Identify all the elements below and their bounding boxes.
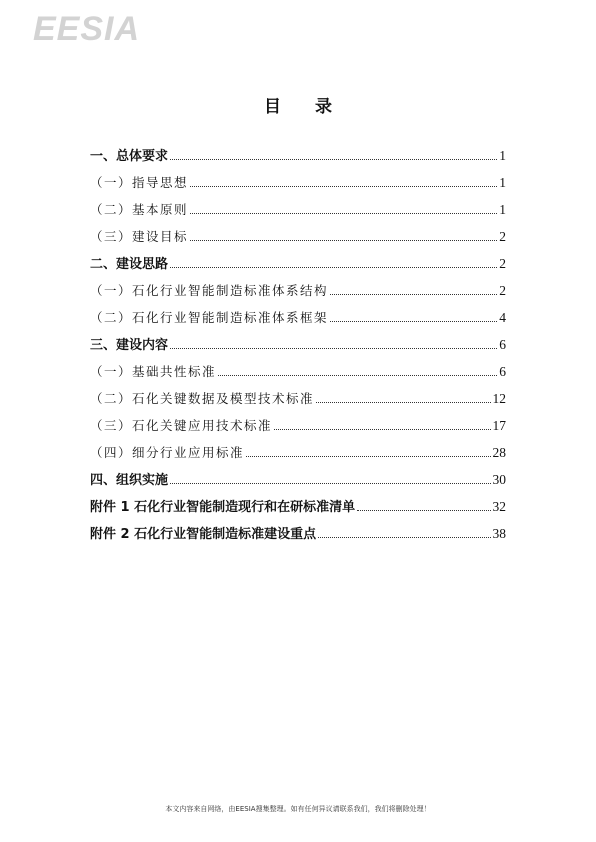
- page-title: 目 录: [264, 97, 346, 117]
- toc-dot-leader: [330, 321, 497, 322]
- toc-entry[interactable]: [90, 299, 506, 326]
- toc-entry-label: 三、建设内容: [90, 338, 169, 353]
- toc-entry[interactable]: [90, 218, 506, 245]
- toc-entry-page-number: 28: [492, 445, 506, 460]
- toc-entry[interactable]: [90, 353, 506, 380]
- toc-entry-page-number: 12: [492, 391, 506, 406]
- toc-entry-label: 二、建设思路: [90, 257, 169, 272]
- toc-entry[interactable]: [90, 245, 506, 272]
- toc-entry-label: （一）指导思想: [90, 175, 189, 190]
- toc-entry-page-number: 4: [499, 310, 506, 325]
- toc-entry-page-number: 2: [499, 283, 506, 298]
- toc-entry-page-number: 1: [499, 148, 506, 163]
- toc-entry-page-number: 6: [499, 337, 506, 352]
- toc-entry-page-number: 1: [499, 202, 506, 217]
- toc-entry-page-number: 38: [492, 526, 506, 541]
- toc-entry[interactable]: [90, 461, 506, 488]
- toc-entry[interactable]: [90, 326, 506, 353]
- toc-entry-label: （二）基本原则: [90, 202, 189, 217]
- toc-dot-leader: [316, 402, 490, 403]
- toc-dot-leader: [357, 510, 490, 511]
- toc-dot-leader: [218, 375, 497, 376]
- toc-entry-page-number: 17: [492, 418, 506, 433]
- toc-entry-label: （一）基础共性标准: [90, 364, 217, 379]
- toc-entry-page-number: 32: [492, 499, 506, 514]
- toc-dot-leader: [330, 294, 497, 295]
- toc-dot-leader: [170, 267, 497, 268]
- toc-entry[interactable]: [90, 407, 506, 434]
- toc-entry[interactable]: [90, 434, 506, 461]
- toc-dot-leader: [170, 348, 497, 349]
- toc-entry-page-number: 1: [499, 175, 506, 190]
- toc-entry-label: 附件 1 石化行业智能制造现行和在研标准清单: [90, 500, 356, 515]
- toc-entry-label: （二）石化关键数据及模型技术标准: [90, 391, 315, 406]
- toc-entry-label: （一）石化行业智能制造标准体系结构: [90, 283, 329, 298]
- toc-dot-leader: [274, 429, 490, 430]
- toc-dot-leader: [190, 240, 497, 241]
- toc-entry-page-number: 2: [499, 229, 506, 244]
- toc-entry-label: 一、总体要求: [90, 149, 169, 164]
- toc-dot-leader: [246, 456, 490, 457]
- toc-entry-label: （三）建设目标: [90, 229, 189, 244]
- toc-entry-label: 四、组织实施: [90, 473, 169, 488]
- table-of-contents: [90, 137, 506, 542]
- toc-entry[interactable]: [90, 488, 506, 515]
- toc-entry[interactable]: [90, 164, 506, 191]
- toc-dot-leader: [170, 483, 490, 484]
- toc-entry[interactable]: [90, 137, 506, 164]
- toc-entry-label: （三）石化关键应用技术标准: [90, 418, 273, 433]
- toc-dot-leader: [190, 186, 497, 187]
- toc-entry-label: 附件 2 石化行业智能制造标准建设重点: [90, 527, 317, 542]
- toc-entry[interactable]: [90, 380, 506, 407]
- footer-disclaimer: 本文内容来自网络，由EESIA搜集整理。如有任何异议请联系我们，我们将删除处理！: [165, 805, 431, 813]
- toc-entry-page-number: 2: [499, 256, 506, 271]
- toc-entry-label: （四）细分行业应用标准: [90, 445, 245, 460]
- toc-dot-leader: [318, 537, 490, 538]
- toc-dot-leader: [170, 159, 497, 160]
- toc-entry-page-number: 30: [492, 472, 506, 487]
- eesia-logo: EESIA: [33, 10, 141, 48]
- toc-entry[interactable]: [90, 272, 506, 299]
- toc-entry[interactable]: [90, 515, 506, 542]
- toc-entry[interactable]: [90, 191, 506, 218]
- toc-entry-page-number: 6: [499, 364, 506, 379]
- toc-dot-leader: [190, 213, 497, 214]
- toc-entry-label: （二）石化行业智能制造标准体系框架: [90, 310, 329, 325]
